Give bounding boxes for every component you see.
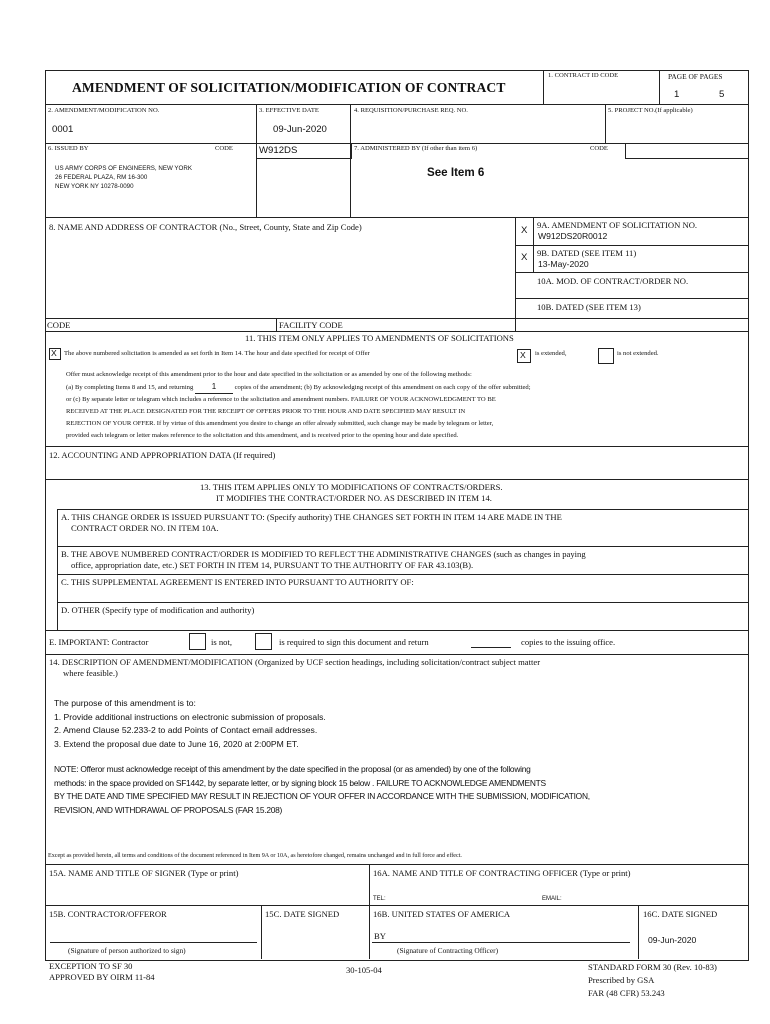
footer-approved: APPROVED BY OIRM 11-84 bbox=[49, 972, 155, 982]
item-9b-label: 9B. DATED (SEE ITEM 11) bbox=[537, 248, 637, 258]
requisition-label: 4. REQUISITION/PURCHASE REQ. NO. bbox=[354, 107, 468, 114]
not-extended-label: is not extended. bbox=[617, 350, 659, 357]
is-not-label: is not, bbox=[211, 637, 233, 647]
line bbox=[515, 245, 748, 246]
copies-label: copies to the issuing office. bbox=[521, 637, 616, 647]
item-9a-label: 9A. AMENDMENT OF SOLICITATION NO. bbox=[537, 220, 698, 230]
email-label: EMAIL: bbox=[542, 896, 562, 902]
check-9b: X bbox=[521, 252, 528, 263]
see-item-6: See Item 6 bbox=[427, 166, 485, 179]
officer-signature-line[interactable] bbox=[372, 942, 630, 943]
footer-standard-form: STANDARD FORM 30 (Rev. 10-83) bbox=[588, 962, 717, 972]
instruction-line: REJECTION OF YOUR OFFER. If by virtue of this amendment you desire to change an offer already submitted, such change may be made by telegram or letter, bbox=[66, 419, 494, 427]
effective-date-value: 09-Jun-2020 bbox=[273, 124, 327, 135]
line bbox=[261, 905, 262, 959]
page-total: 5 bbox=[719, 89, 725, 100]
line bbox=[45, 479, 748, 480]
offeror-note bbox=[54, 763, 590, 817]
contract-id-label: 1. CONTRACT ID CODE bbox=[548, 72, 619, 79]
item-12-label: 12. ACCOUNTING AND APPROPRIATION DATA (If required) bbox=[49, 450, 276, 460]
line bbox=[45, 331, 748, 332]
item-14-label-line: 14. DESCRIPTION OF AMENDMENT/MODIFICATION (Organized by UCF section headings, including solicitation/contract subject matter bbox=[49, 657, 541, 667]
check-9a: X bbox=[521, 225, 528, 236]
item-13-heading bbox=[200, 482, 503, 505]
line bbox=[45, 905, 748, 906]
item-13d[interactable]: D. OTHER (Specify type of modification and authority) bbox=[61, 605, 255, 615]
item-13b-line: B. THE ABOVE NUMBERED CONTRACT/ORDER IS MODIFIED TO REFLECT THE ADMINISTRATIVE CHANGES (such as changes in paying bbox=[61, 549, 586, 559]
item-13a-line: A. THIS CHANGE ORDER IS ISSUED PURSUANT TO: (Specify authority) THE CHANGES SET FORTH IN ITEM 14 ARE MADE IN THE bbox=[61, 512, 562, 522]
issued-by-label: 6. ISSUED BY bbox=[48, 145, 89, 152]
line bbox=[533, 217, 534, 272]
line bbox=[515, 217, 516, 331]
effective-date-label: 3. EFFECTIVE DATE bbox=[259, 107, 319, 114]
is-required-label: is required to sign this document and return bbox=[279, 637, 429, 647]
line bbox=[57, 574, 748, 575]
instruction-line: or (c) By separate letter or telegram which includes a reference to the solicitation and amendment numbers. FAILURE OF YOUR ACKNOWLEDGMENT TO BE bbox=[66, 395, 496, 403]
instruction-line: Offer must acknowledge receipt of this amendment prior to the hour and date specified in the solicitation or as amended by one of the following methods: bbox=[66, 371, 472, 378]
line bbox=[45, 318, 748, 319]
instruction-line: provided each telegram or letter makes reference to the solicitation and this amendment, and is received prior to the opening hour and date specified. bbox=[66, 431, 459, 439]
not-extended-checkbox[interactable] bbox=[598, 348, 614, 364]
line bbox=[57, 509, 748, 510]
line bbox=[543, 70, 544, 104]
line bbox=[276, 318, 277, 331]
footer-form-number: 30-105-04 bbox=[346, 965, 382, 975]
line bbox=[605, 104, 606, 143]
instruction-part: copies of the amendment; (b) By acknowledging receipt of this amendment on each copy of the offer submitted; bbox=[234, 383, 531, 391]
tel-label: TEL: bbox=[373, 896, 386, 902]
line bbox=[515, 298, 748, 299]
line bbox=[57, 602, 748, 603]
copies-count: 1 bbox=[195, 381, 233, 394]
instruction-part: (a) By completing Items 8 and 15, and returning bbox=[66, 383, 194, 391]
signature-person-caption: (Signature of person authorized to sign) bbox=[68, 946, 186, 955]
code-label-contractor: CODE bbox=[47, 320, 71, 330]
except-statement: Except as provided herein, all terms and conditions of the document referenced in Item 9A or 10A, as heretofore changed, remains unchanged and in full force and effect. bbox=[48, 853, 462, 859]
usa-label: 16B. UNITED STATES OF AMERICA bbox=[373, 909, 511, 919]
line bbox=[659, 70, 660, 104]
address-line: 26 FEDERAL PLAZA, RM 16-300 bbox=[55, 174, 148, 181]
signer-name-label: 15A. NAME AND TITLE OF SIGNER (Type or print) bbox=[49, 868, 239, 878]
item-11-heading: 11. THIS ITEM ONLY APPLIES TO AMENDMENTS OF SOLICITATIONS bbox=[245, 333, 514, 343]
contractor-offeror-label: 15B. CONTRACTOR/OFFEROR bbox=[49, 909, 167, 919]
line bbox=[256, 104, 257, 217]
item-13-heading-line: IT MODIFIES THE CONTRACT/ORDER NO. AS DESCRIBED IN ITEM 14. bbox=[216, 493, 492, 504]
line bbox=[57, 546, 748, 547]
item-13-heading-line: 13. THIS ITEM APPLIES ONLY TO MODIFICATIONS OF CONTRACTS/ORDERS. bbox=[200, 482, 503, 492]
item-13b-line: office, appropriation date, etc.) SET FORTH IN ITEM 14, PURSUANT TO THE AUTHORITY OF FAR 43.103(B). bbox=[71, 560, 474, 571]
address-line: NEW YORK NY 10278-0090 bbox=[55, 183, 134, 190]
item-14-body bbox=[54, 697, 326, 751]
instruction-line: RECEIVED AT THE PLACE DESIGNATED FOR THE RECEIPT OF OFFERS PRIOR TO THE HOUR AND DATE SPECIFIED MAY RESULT IN bbox=[66, 407, 466, 415]
line bbox=[57, 509, 58, 630]
footer-exception: EXCEPTION TO SF 30 bbox=[49, 961, 133, 971]
line bbox=[369, 864, 370, 959]
item-10a-label: 10A. MOD. OF CONTRACT/ORDER NO. bbox=[537, 276, 689, 286]
note-line: methods: in the space provided on SF1442, by separate letter, or by signing block 15 below . FAILURE TO ACKNOWLEDGE AMENDMENTS bbox=[54, 777, 546, 788]
line bbox=[45, 446, 748, 447]
note-line: NOTE: Offeror must acknowledge receipt of this amendment by the date specified in the proposal (or as amended) by one of the following bbox=[54, 764, 531, 774]
item-11-instructions bbox=[66, 369, 531, 441]
signature-officer-caption: (Signature of Contracting Officer) bbox=[397, 946, 499, 955]
item-14-label-line: where feasible.) bbox=[63, 668, 118, 679]
line bbox=[638, 905, 639, 959]
item-13a-line: CONTRACT ORDER NO. IN ITEM 10A. bbox=[71, 523, 219, 534]
important-label: E. IMPORTANT: Contractor bbox=[49, 637, 149, 647]
item-10b-label: 10B. DATED (SEE ITEM 13) bbox=[537, 302, 641, 312]
page-number: 1 bbox=[674, 89, 680, 100]
item-9b-value: 13-May-2020 bbox=[538, 259, 589, 269]
form-title: AMENDMENT OF SOLICITATION/MODIFICATION OF CONTRACT bbox=[72, 80, 506, 95]
list-item: 3. Extend the proposal due date to June 16, 2020 at 2:00PM ET. bbox=[54, 738, 299, 749]
contractor-label: 8. NAME AND ADDRESS OF CONTRACTOR (No., Street, County, State and Zip Code) bbox=[49, 222, 362, 232]
purpose-line: The purpose of this amendment is to: bbox=[54, 698, 196, 708]
line bbox=[515, 272, 748, 273]
line bbox=[45, 864, 748, 865]
list-item: 2. Amend Clause 52.233-2 to add Points of Contact email addresses. bbox=[54, 725, 318, 735]
instruction-line bbox=[66, 381, 531, 394]
project-no-label: 5. PROJECT NO.(If applicable) bbox=[608, 107, 693, 114]
line bbox=[45, 104, 748, 105]
copies-blank[interactable] bbox=[471, 647, 511, 648]
footer-prescribed: Prescribed by GSA bbox=[588, 975, 655, 985]
extended-check-mark: X bbox=[520, 350, 526, 360]
note-line: REVISION, AND WITHDRAWAL OF PROPOSALS (FAR 15.208) bbox=[54, 804, 283, 815]
issuer-address bbox=[55, 164, 192, 191]
code-value: W912DS bbox=[259, 145, 298, 156]
item-14-label bbox=[49, 657, 540, 680]
item-13b[interactable] bbox=[61, 549, 586, 572]
admin-code-label: CODE bbox=[590, 145, 608, 152]
line bbox=[45, 654, 748, 655]
admin-code-box bbox=[625, 143, 749, 159]
by-label: BY bbox=[374, 931, 386, 941]
officer-name-label: 16A. NAME AND TITLE OF CONTRACTING OFFICER (Type or print) bbox=[373, 868, 631, 878]
date-signed-16c-label: 16C. DATE SIGNED bbox=[643, 909, 718, 919]
item-13c[interactable]: C. THIS SUPPLEMENTAL AGREEMENT IS ENTERED INTO PURSUANT TO AUTHORITY OF: bbox=[61, 577, 414, 587]
amendment-no-value: 0001 bbox=[52, 124, 74, 135]
footer-far: FAR (48 CFR) 53.243 bbox=[588, 988, 665, 998]
item-9a-value: W912DS20R0012 bbox=[538, 231, 608, 241]
line bbox=[45, 630, 748, 631]
is-not-checkbox[interactable] bbox=[189, 633, 206, 650]
amended-text: The above numbered solicitation is amended as set forth in Item 14. The hour and date specified for receipt of Offer bbox=[64, 350, 370, 357]
code-label: CODE bbox=[215, 145, 233, 152]
date-signed-16c-value: 09-Jun-2020 bbox=[648, 935, 697, 945]
amended-check-mark: X bbox=[51, 348, 57, 358]
administered-by-label: 7. ADMINISTERED BY (If other than item 6) bbox=[354, 145, 478, 152]
amendment-no-label: 2. AMENDMENT/MODIFICATION NO. bbox=[48, 107, 160, 114]
date-signed-15c-label: 15C. DATE SIGNED bbox=[265, 909, 340, 919]
line bbox=[45, 217, 748, 218]
list-item: 1. Provide additional instructions on electronic submission of proposals. bbox=[54, 711, 326, 722]
line bbox=[350, 104, 351, 217]
contractor-signature-line[interactable] bbox=[50, 942, 257, 943]
item-13a[interactable] bbox=[61, 512, 562, 535]
facility-code-label: FACILITY CODE bbox=[279, 320, 343, 330]
note-line: BY THE DATE AND TIME SPECIFIED MAY RESULT IN REJECTION OF YOUR OFFER IN ACCORDANCE WITH THE SUBMISSION, MODIFICATION, bbox=[54, 791, 590, 802]
is-required-checkbox[interactable] bbox=[255, 633, 272, 650]
is-extended-label: is extended, bbox=[535, 350, 567, 357]
page-of-pages-label: PAGE OF PAGES bbox=[668, 72, 723, 81]
address-line: US ARMY CORPS OF ENGINEERS, NEW YORK bbox=[55, 165, 192, 172]
